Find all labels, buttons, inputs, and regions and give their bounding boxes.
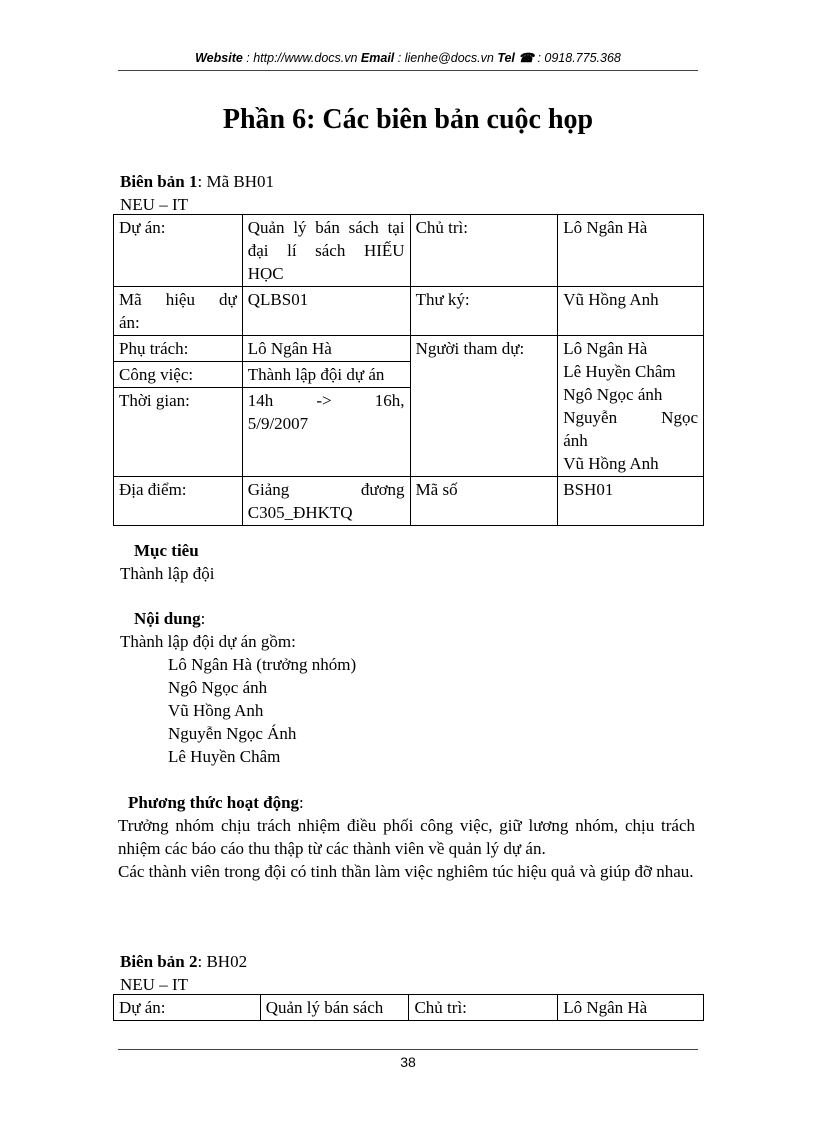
secretary-label-cell: Thư ký: bbox=[410, 287, 558, 336]
number-label-cell: Mã số bbox=[410, 477, 558, 526]
method-heading: Phương thức hoạt động: bbox=[128, 793, 304, 812]
header-divider bbox=[118, 70, 698, 71]
member-item: Vũ Hồng Anh bbox=[168, 701, 264, 720]
task-label-cell: Công việc: bbox=[114, 362, 243, 388]
attendees-label-cell: Người tham dự: bbox=[410, 336, 558, 477]
minutes2-org: NEU – IT bbox=[120, 975, 188, 994]
tel-value: : 0918.775.368 bbox=[533, 51, 621, 65]
email-value: : lienhe@docs.vn bbox=[394, 51, 498, 65]
phone-icon: ☎ bbox=[518, 51, 534, 65]
lead-value-cell: Lô Ngân Hà bbox=[242, 336, 410, 362]
objective-heading: Mục tiêu bbox=[134, 541, 199, 560]
method-paragraph-1: Trưởng nhóm chịu trách nhiệm điều phối công việc, giữ lương nhóm, chịu trách nhiệm các báo cáo thu thập từ các thành viên về quản lý dự án. bbox=[118, 816, 695, 858]
footer-divider bbox=[118, 1049, 698, 1050]
project-label-cell: Dự án: bbox=[114, 215, 243, 287]
member-item: Lô Ngân Hà (trưởng nhóm) bbox=[168, 655, 357, 674]
objective-text: Thành lập đội bbox=[120, 564, 215, 583]
m2-chair-value-cell: Lô Ngân Hà bbox=[558, 995, 704, 1021]
website-value: : http://www.docs.vn bbox=[242, 51, 361, 65]
minutes2-table bbox=[113, 994, 704, 1021]
minutes2-heading: Biên bản 2: BH02 bbox=[120, 952, 248, 971]
project-value-cell: Quản lý bán sách tại đại lí sách HIẾU HỌC bbox=[242, 215, 410, 287]
method-paragraph-2: Các thành viên trong đội có tinh thần làm việc nghiêm túc hiệu quả và giúp đỡ nhau. bbox=[118, 862, 694, 881]
member-item: Lê Huyền Châm bbox=[168, 747, 281, 766]
tel-label: Tel bbox=[497, 51, 515, 65]
member-item: Nguyễn Ngọc Ánh bbox=[168, 724, 297, 743]
content-intro: Thành lập đội dự án gồm: bbox=[120, 632, 296, 651]
minutes1-heading-code: : Mã BH01 bbox=[197, 172, 274, 191]
code-value-cell: QLBS01 bbox=[242, 287, 410, 336]
time-value-cell: 14h -> 16h, 5/9/2007 bbox=[242, 388, 410, 477]
code-label-cell: Mã hiệu dự án: bbox=[114, 287, 243, 336]
page-header bbox=[118, 50, 698, 65]
chair-value-cell: Lô Ngân Hà bbox=[558, 215, 704, 287]
number-value-cell: BSH01 bbox=[558, 477, 704, 526]
time-label-cell: Thời gian: bbox=[114, 388, 243, 477]
place-label-cell: Địa điểm: bbox=[114, 477, 243, 526]
minutes1-table bbox=[113, 214, 704, 526]
minutes1-org: NEU – IT bbox=[120, 195, 188, 214]
m2-project-label-cell: Dự án: bbox=[114, 995, 261, 1021]
m2-project-value-cell: Quản lý bán sách bbox=[260, 995, 409, 1021]
attendees-value-cell: Lô Ngân Hà Lê Huyền Châm Ngô Ngọc ánh Nguyễn Ngọc ánh Vũ Hồng Anh bbox=[558, 336, 704, 477]
place-value-cell: Giảng đương C305_ĐHKTQ bbox=[242, 477, 410, 526]
content-heading: Nội dung: bbox=[134, 609, 206, 628]
page-number: 38 bbox=[400, 1054, 416, 1070]
member-item: Ngô Ngọc ánh bbox=[168, 678, 268, 697]
page-title: Phần 6: Các biên bản cuộc họp bbox=[222, 104, 594, 135]
m2-chair-label-cell: Chủ trì: bbox=[409, 995, 558, 1021]
minutes1-heading bbox=[120, 170, 274, 193]
email-label: Email bbox=[360, 51, 395, 65]
task-value-cell: Thành lập đội dự án bbox=[242, 362, 410, 388]
website-label: Website bbox=[195, 51, 243, 65]
minutes1-heading-bold: Biên bản 1 bbox=[120, 172, 198, 191]
chair-label-cell: Chủ trì: bbox=[410, 215, 558, 287]
secretary-value-cell: Vũ Hồng Anh bbox=[558, 287, 704, 336]
lead-label-cell: Phụ trách: bbox=[114, 336, 243, 362]
